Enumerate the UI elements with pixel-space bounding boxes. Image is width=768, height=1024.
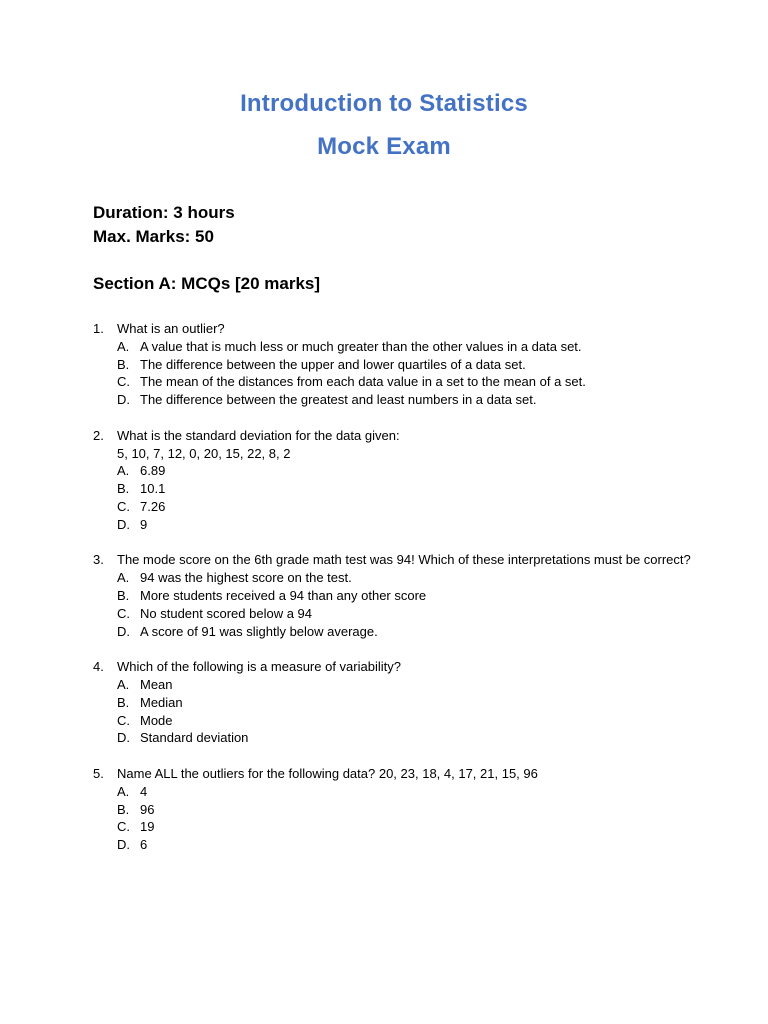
option-text: 6.89 [140, 463, 166, 479]
option-letter: D. [117, 837, 130, 853]
question-number: 3. [93, 552, 104, 568]
option-c [117, 818, 693, 836]
option-text: More students received a 94 than any other score [140, 587, 427, 603]
question-number: 5. [93, 765, 104, 781]
option-text: Standard deviation [140, 730, 249, 746]
question-2 [93, 427, 693, 534]
option-text: A score of 91 was slightly below average. [140, 623, 378, 639]
option-text: The difference between the upper and lower quartiles of a data set. [140, 356, 526, 372]
option-c [117, 498, 693, 516]
question-text: Name ALL the outliers for the following data? 20, 23, 18, 4, 17, 21, 15, 96 [117, 765, 538, 781]
question-5 [93, 765, 693, 854]
option-text: Median [140, 694, 183, 710]
option-b [117, 587, 693, 605]
option-letter: D. [117, 392, 130, 408]
option-b [117, 801, 693, 819]
option-b [117, 694, 693, 712]
option-letter: D. [117, 516, 130, 532]
question-number: 2. [93, 427, 104, 443]
option-d [117, 729, 693, 747]
option-letter: C. [117, 374, 130, 390]
option-letter: B. [117, 801, 130, 817]
option-letter: A. [117, 783, 130, 799]
option-a [117, 338, 693, 356]
option-letter: D. [117, 623, 130, 639]
exam-max-marks: Max. Marks: 50 [93, 227, 214, 246]
option-c [117, 373, 693, 391]
option-c [117, 712, 693, 730]
option-letter: B. [117, 481, 130, 497]
exam-duration: Duration: 3 hours [93, 203, 235, 222]
option-letter: A. [117, 338, 130, 354]
question-number: 4. [93, 659, 104, 675]
option-letter: A. [117, 676, 130, 692]
option-d [117, 516, 693, 534]
question-number: 1. [93, 321, 104, 336]
option-a [117, 569, 693, 587]
question-text: The mode score on the 6th grade math test was 94! Which of these interpretations must be correct? [117, 552, 691, 568]
option-letter: A. [117, 463, 130, 479]
option-text: Mean [140, 676, 173, 692]
option-a [117, 783, 693, 801]
option-text: 6 [140, 837, 148, 853]
question-data-values: 5, 10, 7, 12, 0, 20, 15, 22, 8, 2 [117, 445, 291, 461]
option-letter: D. [117, 730, 130, 746]
option-text: 19 [140, 819, 155, 835]
option-text: 7.26 [140, 498, 166, 514]
option-text: 96 [140, 801, 155, 817]
option-a [117, 676, 693, 694]
option-text: A value that is much less or much greater than the other values in a data set. [140, 338, 582, 354]
question-1 [93, 320, 693, 409]
option-text: The mean of the distances from each data value in a set to the mean of a set. [140, 374, 586, 390]
option-letter: B. [117, 587, 130, 603]
option-b [117, 480, 693, 498]
option-text: 4 [140, 783, 148, 799]
option-letter: C. [117, 819, 130, 835]
option-d [117, 391, 693, 409]
question-3 [93, 551, 693, 640]
document-subtitle: Mock Exam [317, 133, 451, 160]
option-text: Mode [140, 712, 173, 728]
option-letter: C. [117, 605, 130, 621]
option-text: 9 [140, 516, 148, 532]
option-a [117, 462, 693, 480]
option-b [117, 356, 693, 374]
option-text: No student scored below a 94 [140, 605, 312, 621]
option-letter: A. [117, 570, 130, 586]
question-text: What is an outlier? [117, 321, 225, 336]
option-text: 94 was the highest score on the test. [140, 570, 352, 586]
option-letter: C. [117, 498, 130, 514]
question-list [93, 320, 693, 872]
section-heading: Section A: MCQs [20 marks] [93, 274, 321, 293]
document-title: Introduction to Statistics [240, 90, 528, 117]
option-c [117, 605, 693, 623]
option-letter: C. [117, 712, 130, 728]
option-d [117, 836, 693, 854]
option-letter: B. [117, 694, 130, 710]
option-text: The difference between the greatest and least numbers in a data set. [140, 392, 537, 408]
option-letter: B. [117, 356, 130, 372]
option-d [117, 623, 693, 641]
question-4 [93, 658, 693, 747]
option-text: 10.1 [140, 481, 166, 497]
question-text: What is the standard deviation for the data given: [117, 427, 400, 443]
question-text: Which of the following is a measure of variability? [117, 659, 401, 675]
